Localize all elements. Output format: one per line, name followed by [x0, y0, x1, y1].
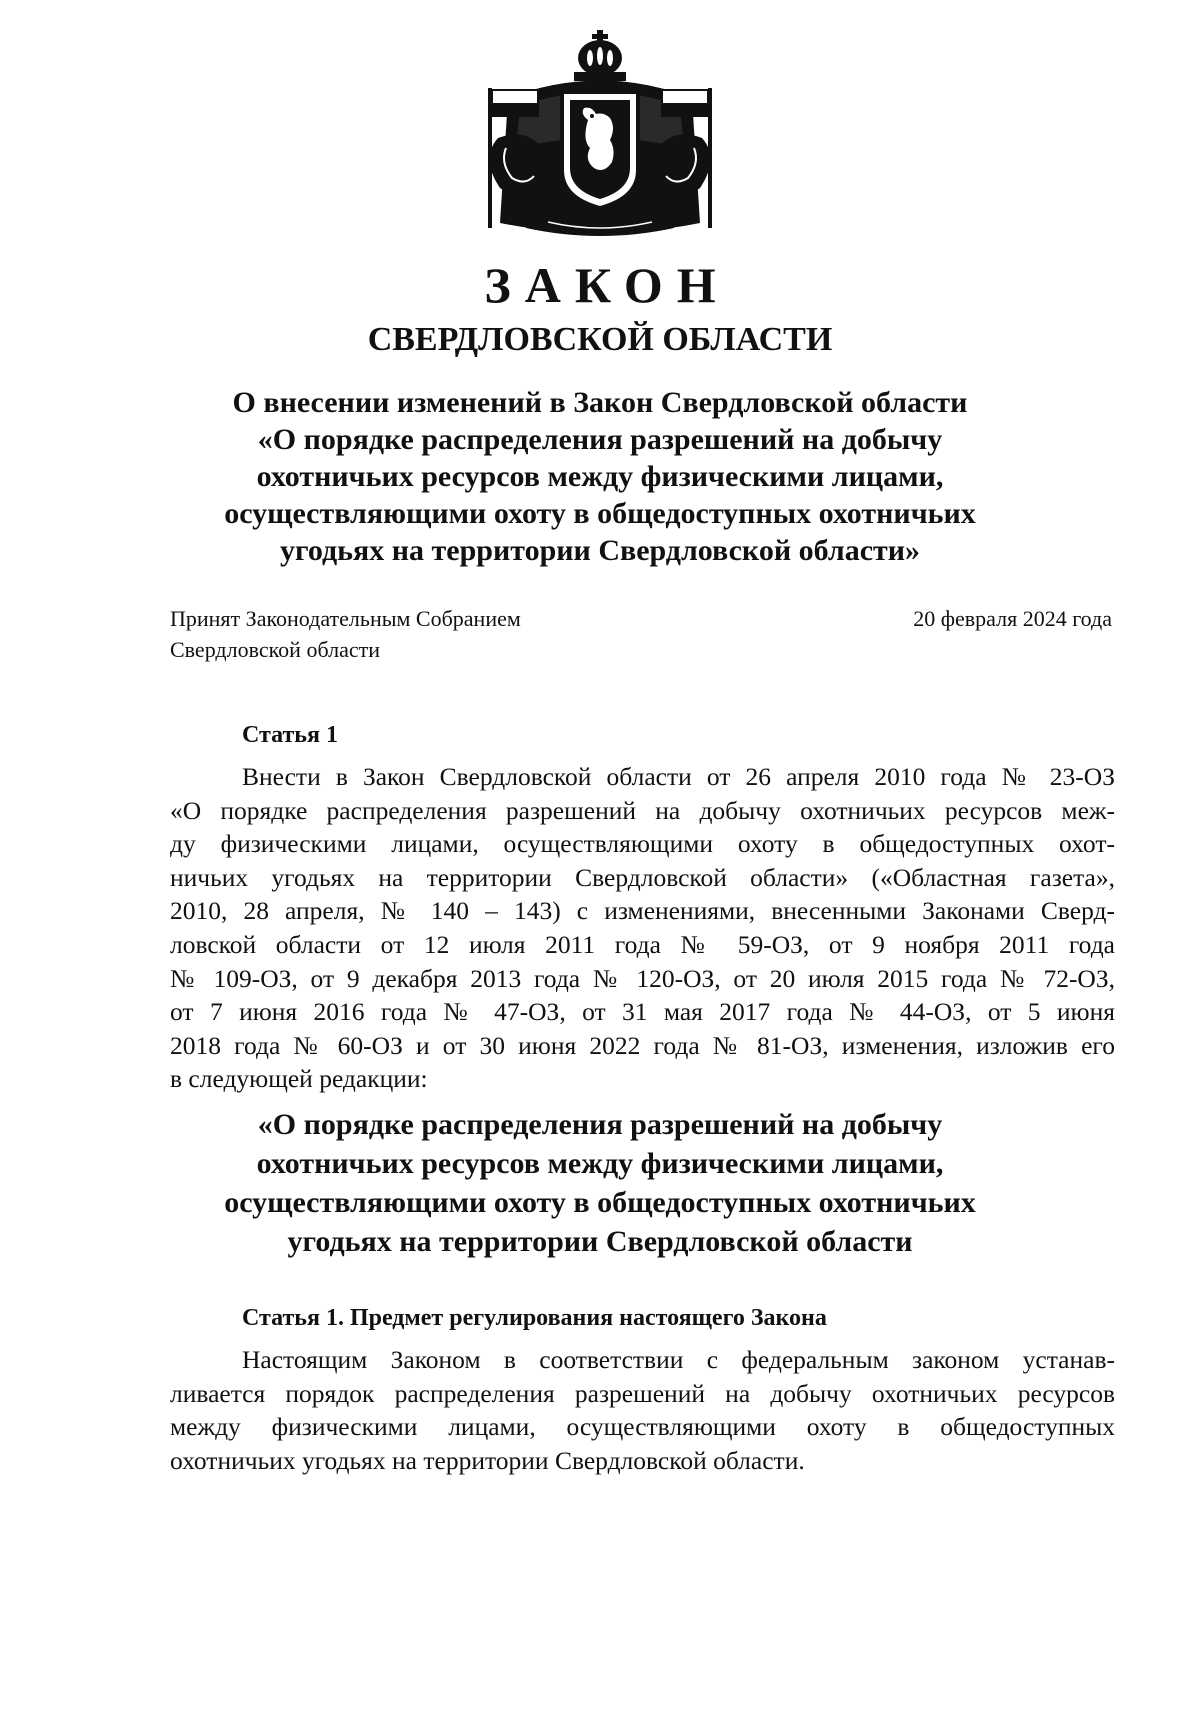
- paragraph-line: № 109-ОЗ, от 9 декабря 2013 года № 120-ОЗ, от 20 июля 2015 года № 72-ОЗ,: [170, 963, 1115, 993]
- subject-line: угодьях на территории Свердловской области»: [279, 534, 921, 567]
- article-1-paragraph: [170, 760, 1115, 1096]
- law-title: ЗАКОН: [484, 257, 730, 313]
- paragraph-line: 2010, 28 апреля, № 140 – 143) с изменениями, внесенными Законами Сверд-: [170, 896, 1115, 926]
- paragraph-line: в следующей редакции:: [170, 1064, 428, 1094]
- adoption-date: 20 февраля 2024 года: [913, 606, 1112, 631]
- paragraph-line: «О порядке распределения разрешений на добычу охотничьих ресурсов меж-: [170, 795, 1115, 825]
- subject-line: осуществляющими охоту в общедоступных охотничьих: [224, 497, 976, 530]
- coat-of-arms-icon: [470, 28, 730, 243]
- adoption-line: Свердловской области: [170, 637, 380, 662]
- subject-line: охотничьих ресурсов между физическими лицами,: [256, 460, 944, 493]
- law-subject: [190, 384, 1010, 569]
- paragraph-line: ничьих угодьях на территории Свердловской области» («Областная газета»,: [170, 862, 1115, 892]
- article-1-heading: Статья 1: [242, 722, 338, 748]
- paragraph-line: 2018 года № 60-ОЗ и от 30 июня 2022 года № 81-ОЗ, изменения, изложив его: [170, 1030, 1115, 1060]
- paragraph-line: ливается порядок распределения разрешений на добычу охотничьих ресурсов: [170, 1378, 1115, 1408]
- new-law-article-1-paragraph: [170, 1343, 1115, 1477]
- new-law-article-1-heading: Статья 1. Предмет регулирования настоящего Закона: [242, 1305, 827, 1331]
- paragraph-line: охотничьих угодьях на территории Свердловской области.: [170, 1445, 805, 1475]
- paragraph-line: между физическими лицами, осуществляющими охоту в общедоступных: [170, 1412, 1115, 1442]
- new-law-title: [160, 1105, 1040, 1261]
- paragraph-line: ду физическими лицами, осуществляющими охоту в общедоступных охот-: [170, 829, 1115, 859]
- new-title-line: угодьях на территории Свердловской области: [287, 1225, 913, 1258]
- new-title-line: осуществляющими охоту в общедоступных охотничьих: [224, 1186, 976, 1219]
- new-title-line: «О порядке распределения разрешений на добычу: [257, 1108, 943, 1141]
- adoption-line: Принят Законодательным Собранием: [170, 606, 521, 631]
- region-title: СВЕРДЛОВСКОЙ ОБЛАСТИ: [367, 321, 833, 358]
- paragraph-line: ловской области от 12 июля 2011 года № 59-ОЗ, от 9 ноября 2011 года: [170, 929, 1115, 959]
- paragraph-line: Внести в Закон Свердловской области от 26 апреля 2010 года № 23-ОЗ: [242, 762, 1115, 791]
- paragraph-line: от 7 июня 2016 года № 47-ОЗ, от 31 мая 2017 года № 44-ОЗ, от 5 июня: [170, 997, 1115, 1027]
- paragraph-line: Настоящим Законом в соответствии с федеральным законом устанав-: [242, 1345, 1115, 1374]
- subject-line: О внесении изменений в Закон Свердловской области: [232, 386, 968, 419]
- adoption-body: [170, 603, 521, 665]
- subject-line: «О порядке распределения разрешений на добычу: [257, 423, 943, 456]
- new-title-line: охотничьих ресурсов между физическими лицами,: [256, 1147, 944, 1180]
